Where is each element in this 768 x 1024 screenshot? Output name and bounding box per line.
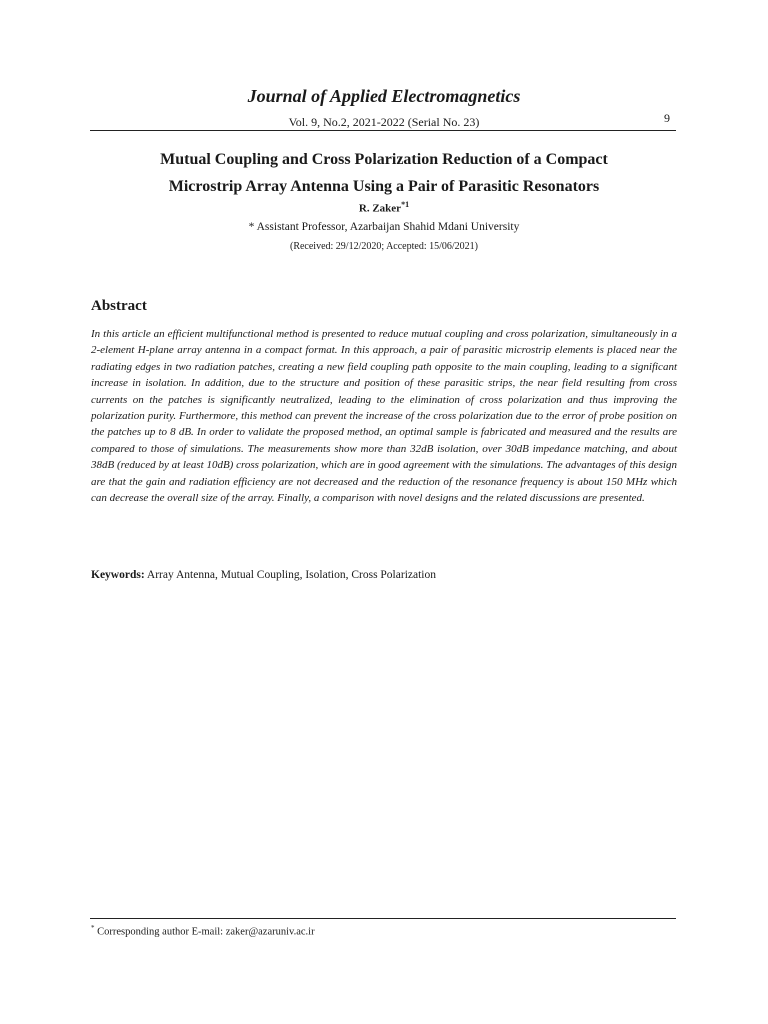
corresponding-author-email: Corresponding author E-mail: zaker@azaruniv.ac.ir xyxy=(97,926,315,938)
footnote-divider xyxy=(90,918,676,919)
author-name: R. Zaker xyxy=(358,202,402,215)
journal-title: Journal of Applied Electromagnetics xyxy=(247,86,521,106)
affiliation: * Assistant Professor, Azarbaijan Shahid Mdani University xyxy=(248,221,520,233)
received-accepted-dates: (Received: 29/12/2020; Accepted: 15/06/2021) xyxy=(289,241,478,252)
author-line xyxy=(0,200,768,215)
footnote xyxy=(91,924,315,938)
footnote-mark: * xyxy=(91,924,95,932)
page-number: 9 xyxy=(664,111,670,125)
keywords-label: Keywords: xyxy=(91,569,145,581)
author-marks: *1 xyxy=(401,200,410,209)
keywords-value: Array Antenna, Mutual Coupling, Isolation, Cross Polarization xyxy=(146,569,436,581)
paper-title xyxy=(0,146,768,200)
paper-title-line-2: Microstrip Array Antenna Using a Pair of Parasitic Resonators xyxy=(168,178,600,195)
volume-info: Vol. 9, No.2, 2021-2022 (Serial No. 23) xyxy=(288,115,480,129)
abstract-heading: Abstract xyxy=(91,298,147,314)
paper-title-line-1: Mutual Coupling and Cross Polarization Reduction of a Compact xyxy=(160,151,608,168)
keywords-line xyxy=(91,569,436,581)
abstract-body: In this article an efficient multifunctional method is presented to reduce mutual coupling and cross polarization, simultaneously in a 2-element H-plane array antenna in a compact format. In this approach, a pair of parasitic microstrip elements is placed near the radiating edges in two radiation patches, creating a new field coupling path opposite to the main coupling, leading to a significant increase in isolation. In addition, due to the structure and position of these parasitic strips, the near field resulting from cross currents on the patches is significantly neutralized, leading to the elimination of cross polarization and thus improving the polarization purity. Furthermore, this method can prevent the increase of the cross polarization due to the error of probe position on the patches up to 8 dB. In order to validate the proposed method, an optimal sample is fabricated and measured and the results are compared to those of simulations. The measurements show more than 32dB isolation, over 30dB impedance matching, and about 38dB (reduced by at least 10dB) cross polarization, which are in good agreement with the simulations. The advantages of this design are that the gain and radiation efficiency are not decreased and the reduction of the resonance frequency is about 150 MHz which can decrease the overall size of the array. Finally, a comparison with novel designs and the related discussions are presented. xyxy=(91,328,677,505)
header-divider xyxy=(90,130,676,131)
